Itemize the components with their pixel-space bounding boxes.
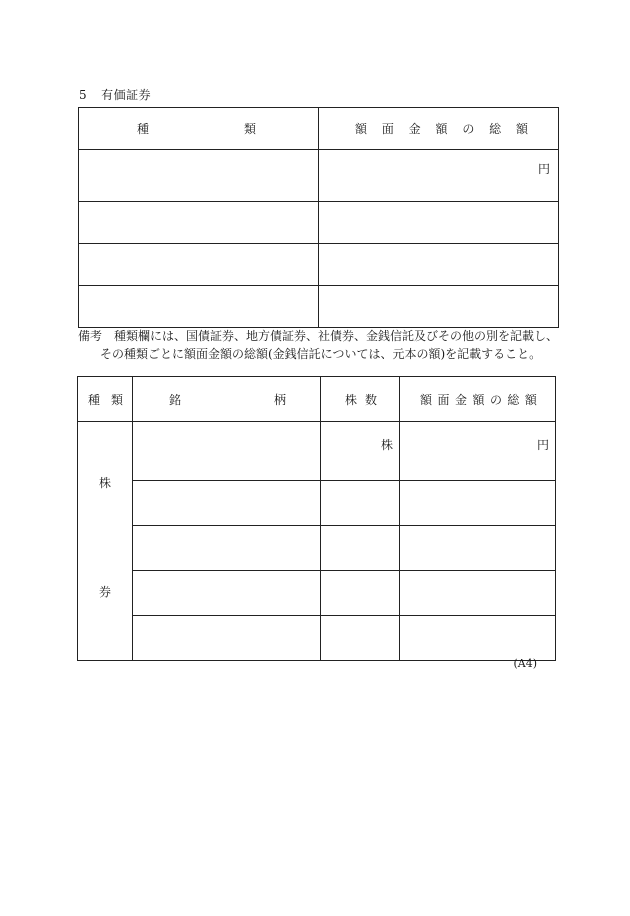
kind-char-1: 株 bbox=[98, 476, 111, 490]
table-row bbox=[79, 244, 559, 286]
brand-cell[interactable] bbox=[133, 422, 321, 481]
total-cell[interactable] bbox=[319, 202, 559, 244]
total-cell[interactable] bbox=[400, 481, 556, 526]
section-number: 5 bbox=[79, 88, 88, 102]
shares-cell[interactable] bbox=[321, 481, 400, 526]
header-kind: 種 類 bbox=[79, 108, 319, 150]
total-cell[interactable] bbox=[400, 526, 556, 571]
securities-table bbox=[78, 107, 559, 328]
table-header-row bbox=[78, 377, 556, 422]
shares-cell[interactable] bbox=[321, 526, 400, 571]
total-cell[interactable] bbox=[400, 571, 556, 616]
kind-stock-certificate-cell bbox=[78, 422, 133, 661]
remarks-line-1: 種類欄には、国債証券、地方債証券、社債券、金銭信託及びその他の別を記載し、 bbox=[114, 329, 559, 343]
kind-cell[interactable] bbox=[79, 244, 319, 286]
remarks-line-2: その種類ごとに額面金額の総額(金銭信託については、元本の額)を記載すること。 bbox=[100, 347, 542, 361]
header-kind: 種 類 bbox=[78, 377, 133, 422]
header-brand: 銘 柄 bbox=[133, 377, 321, 422]
total-cell[interactable] bbox=[319, 150, 559, 202]
total-cell[interactable] bbox=[319, 286, 559, 328]
header-total-face-value: 額 面 金 額 の 総 額 bbox=[400, 377, 556, 422]
shares-unit: 株 bbox=[380, 438, 393, 452]
total-cell[interactable] bbox=[319, 244, 559, 286]
brand-cell[interactable] bbox=[133, 571, 321, 616]
brand-cell[interactable] bbox=[133, 616, 321, 661]
kind-char-2: 券 bbox=[98, 585, 111, 599]
total-cell[interactable] bbox=[400, 616, 556, 661]
table-row bbox=[78, 422, 556, 481]
brand-cell[interactable] bbox=[133, 481, 321, 526]
kind-cell[interactable] bbox=[79, 286, 319, 328]
shares-cell[interactable] bbox=[321, 422, 400, 481]
yen-unit: 円 bbox=[536, 438, 549, 452]
stock-certificates-table bbox=[77, 376, 556, 661]
table-row bbox=[79, 150, 559, 202]
table-row bbox=[78, 616, 556, 661]
kind-cell[interactable] bbox=[79, 202, 319, 244]
kind-cell[interactable] bbox=[79, 150, 319, 202]
brand-cell[interactable] bbox=[133, 526, 321, 571]
table-row bbox=[79, 202, 559, 244]
table-header-row bbox=[79, 108, 559, 150]
table-row bbox=[79, 286, 559, 328]
table-row bbox=[78, 481, 556, 526]
paper-size-label: (A4) bbox=[513, 657, 537, 670]
table-row bbox=[78, 526, 556, 571]
shares-cell[interactable] bbox=[321, 571, 400, 616]
section-heading bbox=[79, 86, 151, 103]
section-title: 有価証券 bbox=[101, 88, 152, 102]
header-total-face-value: 額 面 金 額 の 総 額 bbox=[319, 108, 559, 150]
table-row bbox=[78, 571, 556, 616]
shares-cell[interactable] bbox=[321, 616, 400, 661]
yen-unit: 円 bbox=[537, 162, 550, 176]
remarks-label: 備考 bbox=[78, 329, 103, 343]
header-shares: 株 数 bbox=[321, 377, 400, 422]
total-cell[interactable] bbox=[400, 422, 556, 481]
remarks-note bbox=[78, 327, 578, 363]
